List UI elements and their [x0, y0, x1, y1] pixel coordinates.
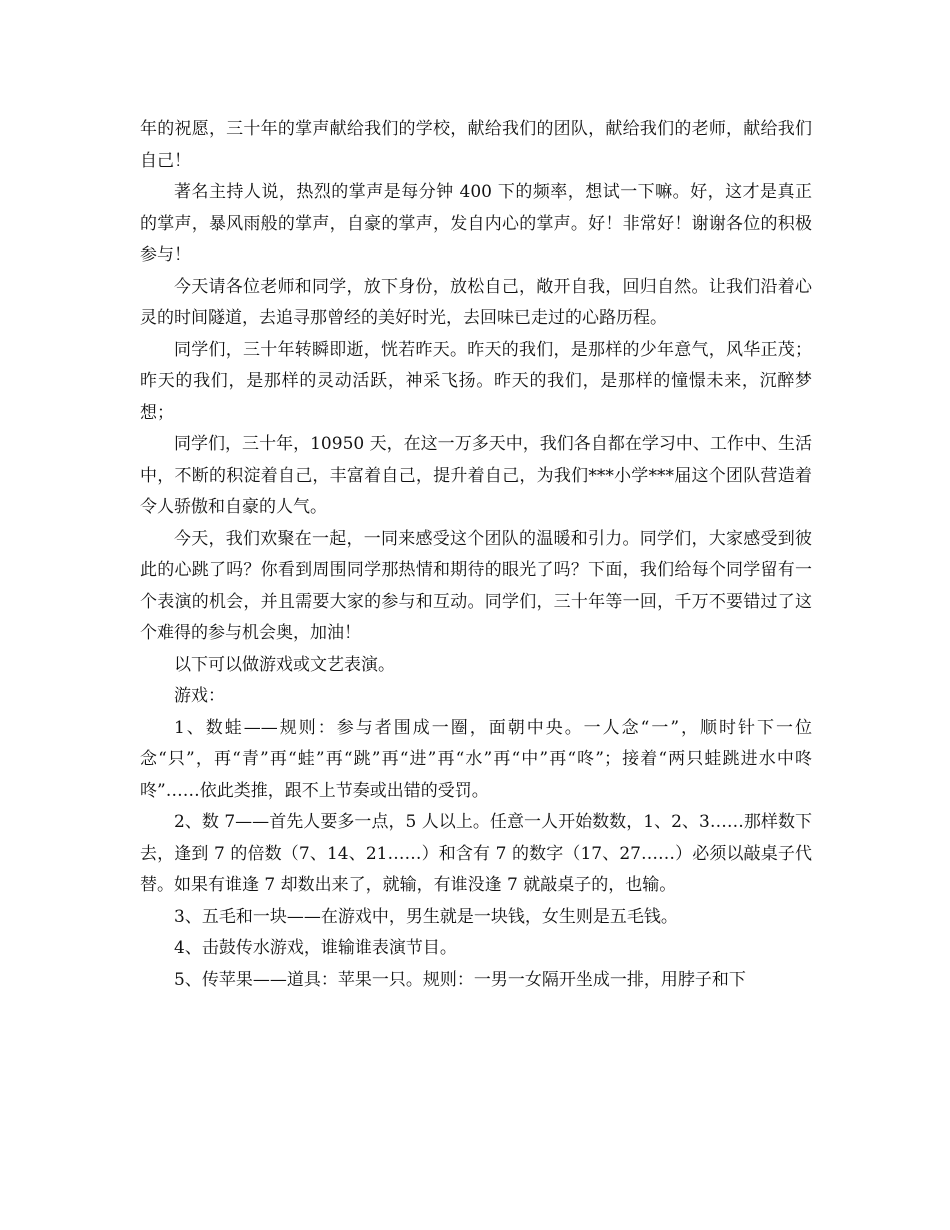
document-body	[140, 114, 812, 996]
paragraph-6: 今天，我们欢聚在一起，一同来感受这个团队的温暖和引力。同学们，大家感受到彼此的心跳了吗？你看到周围同学那热情和期待的眼光了吗？下面，我们给每个同学留有一个表演的机会，并且需要大家的参与和互动。同学们，三十年等一回，千万不要错过了这个难得的参与机会奥，加油！	[140, 528, 812, 643]
paragraph-7: 以下可以做游戏或文艺表演。	[174, 654, 395, 675]
paragraph-5: 同学们，三十年，10950 天，在这一万多天中，我们各自都在学习中、工作中、生活中，不断的积淀着自己，丰富着自己，提升着自己，为我们***小学***届这个团队营造着令人骄傲和自豪的人气。	[140, 434, 812, 517]
games-heading: 游戏：	[174, 686, 225, 706]
game-item-5: 5、传苹果——道具：苹果一只。规则：一男一女隔开坐成一排，用脖子和下	[174, 969, 746, 990]
paragraph-3: 今天请各位老师和同学，放下身份，放松自己，敞开自我，回归自然。让我们沿着心灵的时间隧道，去追寻那曾经的美好时光，去回味已走过的心路历程。	[140, 276, 812, 328]
paragraph-2: 著名主持人说，热烈的掌声是每分钟 400 下的频率，想试一下嘛。好，这才是真正的掌声，暴风雨般的掌声，自豪的掌声，发自内心的掌声。好！非常好！谢谢各位的积极参与！	[140, 182, 812, 265]
paragraph-1: 年的祝愿，三十年的掌声献给我们的学校，献给我们的团队，献给我们的老师，献给我们自己！	[140, 119, 812, 171]
game-item-3: 3、五毛和一块——在游戏中，男生就是一块钱，女生则是五毛钱。	[174, 906, 678, 927]
game-item-4: 4、击鼓传水游戏，谁输谁表演节目。	[174, 938, 457, 958]
game-item-2: 2、数 7——首先人要多一点，5 人以上。任意一人开始数数，1、2、3……那样数下去，逢到 7 的倍数（7、14、21……）和含有 7 的数字（17、27……）必须以敲桌子代替。如果有谁逢 7 却数出来了，就输，有谁没逢 7 就敲桌子的，也输。	[140, 812, 812, 895]
game-item-1: 1、数蛙——规则：参与者围成一圈，面朝中央。一人念“一”，顺时针下一位念“只”，再“青”再“蛙”再“跳”再“进”再“水”再“中”再“咚”；接着“两只蛙跳进水中咚咚”……依此类推，跟不上节奏或出错的受罚。	[140, 717, 812, 801]
paragraph-4: 同学们，三十年转瞬即逝，恍若昨天。昨天的我们，是那样的少年意气，风华正茂；昨天的我们，是那样的灵动活跃，神采飞扬。昨天的我们，是那样的憧憬未来，沉醉梦想；	[140, 339, 812, 423]
